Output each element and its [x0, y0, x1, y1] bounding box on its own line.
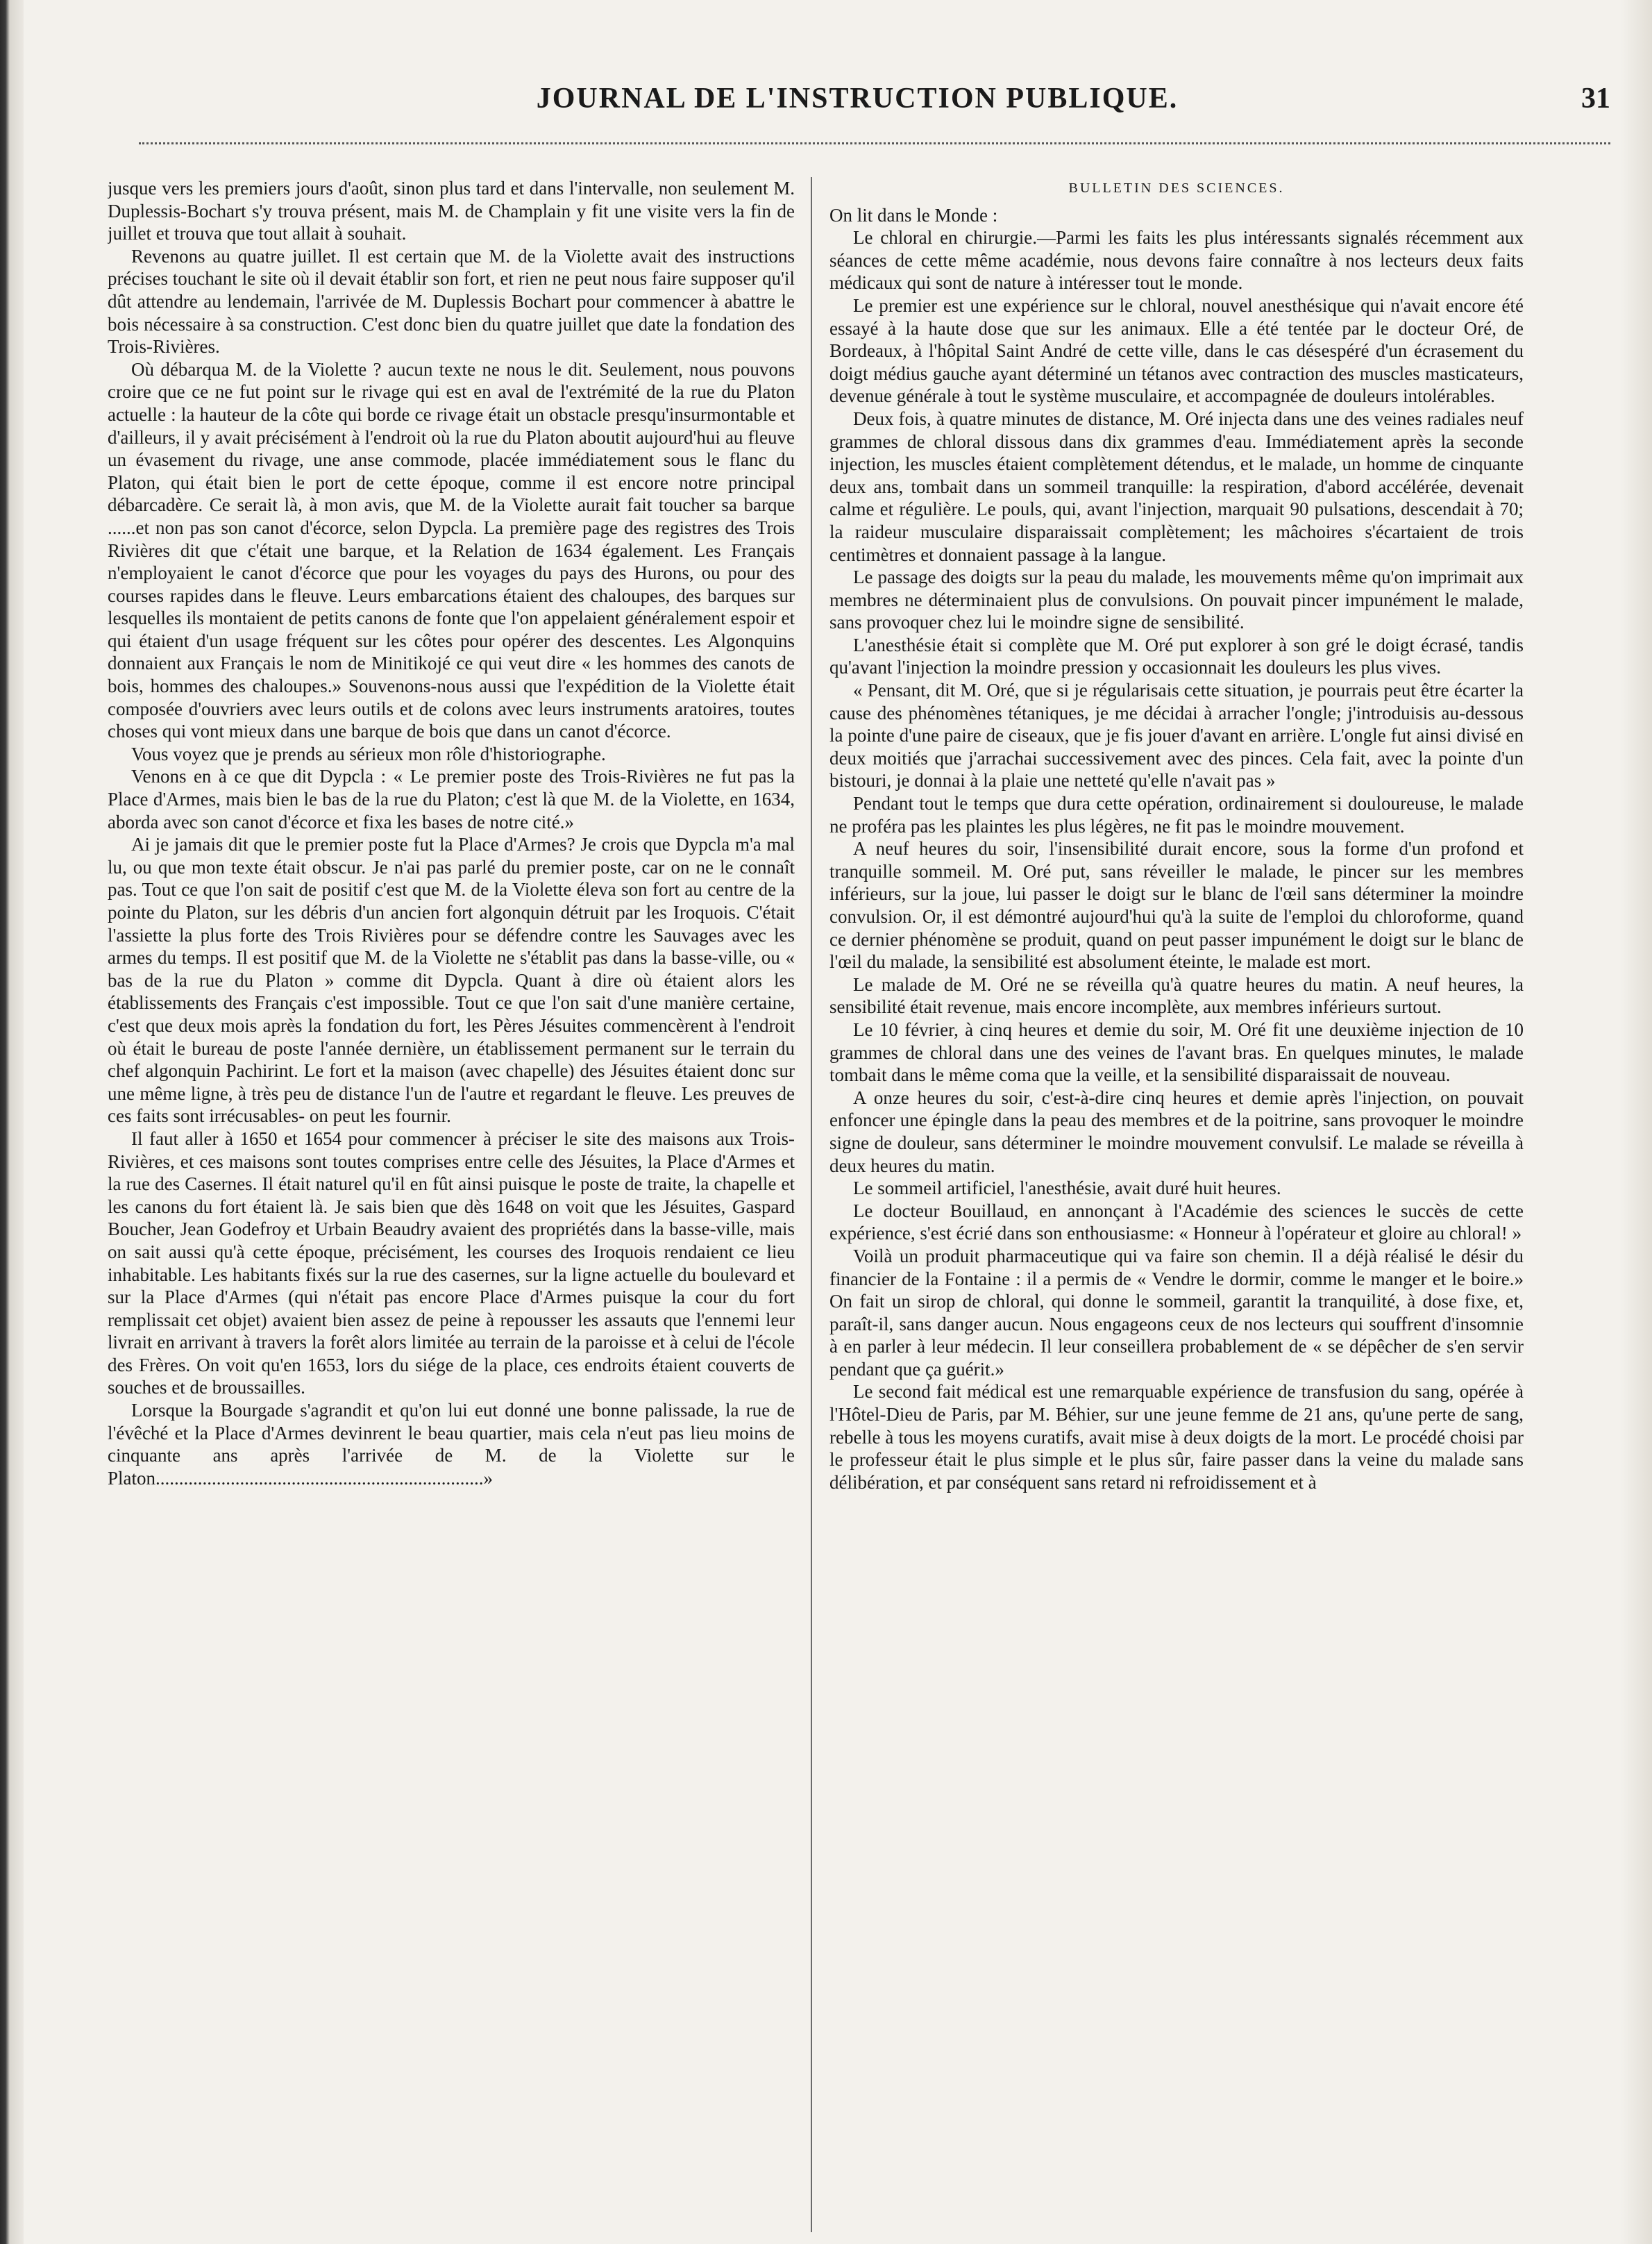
running-title: JOURNAL DE L'INSTRUCTION PUBLIQUE. [536, 83, 1179, 115]
paragraph: Le sommeil artificiel, l'anesthésie, avait duré huit heures. [853, 1178, 1281, 1199]
paragraph: L'anesthésie était si complète que M. Oré put explorer à son gré le doigt écrasé, tandis qu'avant l'injection la moindre pression y occasionnait les douleurs les plus vives. [829, 634, 1524, 678]
left-column [108, 177, 795, 2232]
header-rule [139, 142, 1610, 144]
paragraph: A neuf heures du soir, l'insensibilité durait encore, sous la forme d'un profond et tranquille sommeil. M. Oré put, sans réveiller le malade, le pincer sur les membres inférieurs, sur la joue, lui passer le doigt sur le blanc de l'œil sans déterminer la moindre convulsion. Or, il est démontré aujourd'hui qu'à la suite de l'emploi du chloroforme, quand ce dernier phénomène se produit, quand on peut passer impunément le doigt sur le blanc de l'œil du malade, la sensibilité est absolument éteinte, le malade est mort. [829, 838, 1524, 973]
paragraph: Il faut aller à 1650 et 1654 pour commencer à préciser le site des maisons aux Trois-Rivières, et ces maisons sont toutes comprises entre celle des Jésuites, la Place d'Armes et la rue des Casernes. Il était naturel qu'il en fût ainsi puisque le poste de traite, la chapelle et les canons du fort étaient là. Je sais bien que dès 1648 on voit que les Jésuites, Gaspard Boucher, Jean Godefroy et Urbain Beaudry avaient des propriétés dans la basse-ville, mais on sait aussi qu'à cette époque, précisément, les courses des Iroquois rendaient ce lieu inhabitable. Les habitants fixés sur la rue des casernes, sur la ligne actuelle du boulevard et sur la Place d'Armes (qui n'était pas encore Place d'Armes puisque la cour du fort remplissait cet objet) avaient bien assez de peine à repousser les assauts que l'ennemi leur livrait en arrivant à travers la forêt alors limitée au terrain de la paroisse et à celui de l'école des Frères. On voit qu'en 1653, lors du siége de la place, ces endroits étaient couverts de souches et de broussailles. [108, 1128, 795, 1398]
page-number: 31 [1581, 83, 1610, 115]
section-title: BULLETIN DES SCIENCES. [1068, 181, 1285, 196]
paragraph: On lit dans le Monde : [829, 204, 998, 226]
paragraph: Deux fois, à quatre minutes de distance, M. Oré injecta dans une des veines radiales neuf grammes de chloral dissous dans dix grammes d'eau. Immédiatement après la seconde injection, les muscles étaient complètement détendus, et le malade, un homme de cinquante deux ans, tombait dans un sommeil tranquille: la respiration, d'abord accélérée, devenait calme et régulière. Le pouls, qui, avant l'injection, marquait 90 pulsations, descendait à 70; la raideur musculaire disparaissait complètement; les mâchoires s'écartaient de trois centimètres et donnaient passage à la langue. [829, 408, 1524, 565]
paragraph: Ai je jamais dit que le premier poste fut la Place d'Armes? Je crois que Dypcla m'a mal lu, ou que mon texte était obscur. Je n'ai pas parlé du premier poste, car on ne le connaît pas. Tout ce que l'on sait de positif c'est que M. de la Violette éleva son fort au centre de la pointe du Platon, sur les débris d'un ancien fort algonquin détruit par les Iroquois. C'était l'assiette la plus forte des Trois Rivières pour se défendre contre les Sauvages avec les armes du temps. Il est positif que M. de la Violette ne s'établit pas dans la basse-ville, ou « bas de la rue du Platon » comme dit Dypcla. Quant à dire où étaient alors les établissements des Français c'est impossible. Tout ce que l'on sait d'une manière certaine, c'est que deux mois après la fondation du fort, les Pères Jésuites commencèrent à l'endroit où était le bureau de poste l'année dernière, un établissement permanent sur le terrain du chef algonquin Pachirint. Le fort et la maison (avec chapelle) des Jésuites étaient donc sur une même ligne, à très peu de distance l'un de l'autre et regardant le fleuve. Les preuves de ces faits sont irrécusables- on peut les fournir. [108, 834, 795, 1127]
paragraph: Lorsque la Bourgade s'agrandit et qu'on lui eut donné une bonne palissade, la rue de l'évêché et la Place d'Armes devinrent le beau quartier, mais cela n'eut pas lieu moins de cinquante ans après l'arrivée de M. de la Violette sur le Platon......................................................................» [108, 1400, 795, 1489]
paragraph: Pendant tout le temps que dura cette opération, ordinairement si douloureuse, le malade ne proféra pas les plaintes les plus légères, ne fit pas le moindre mouvement. [829, 793, 1524, 837]
paragraph: Le 10 février, à cinq heures et demie du soir, M. Oré fit une deuxième injection de 10 grammes de chloral dans une des veines de l'avant bras. En quelques minutes, le malade tombait dans le même coma que la veille, et la sensibilité disparaissait de nouveau. [829, 1019, 1524, 1086]
paragraph: A onze heures du soir, c'est-à-dire cinq heures et demie après l'injection, on pouvait enfoncer une épingle dans la peau des membres et de la poitrine, sans provoquer le moindre signe de douleur, sans déterminer le moindre mouvement convulsif. Le malade se réveilla à deux heures du matin. [829, 1087, 1524, 1176]
paragraph: Vous voyez que je prends au sérieux mon rôle d'historiographe. [131, 743, 606, 764]
page-edge-shadow [1621, 0, 1652, 2244]
paragraph: Le second fait médical est une remarquable expérience de transfusion du sang, opérée à l'Hôtel-Dieu de Paris, par M. Béhier, sur une jeune femme de 21 ans, qu'une perte de sang, rebelle à tous les moyens curatifs, avait mise à deux doigts de la mort. Le procédé choisi par le professeur était le plus simple et le plus sûr, faire passer dans la veine du malade sans délibération, et par conséquent sans retard ni refroidissement et à [829, 1381, 1524, 1493]
paragraph: Le premier est une expérience sur le chloral, nouvel anesthésique qui n'avait encore été essayé à la haute dose que sur les animaux. Elle a été tentée par le docteur Oré, de Bordeaux, à l'hôpital Saint André de cette ville, dans le cas désespéré d'un écrasement du doigt médius gauche ayant déterminé un tétanos avec contraction des muscles masticateurs, devenue générale à tout le système musculaire, et accompagnée de douleurs intolérables. [829, 294, 1524, 407]
paragraph: Le malade de M. Oré ne se réveilla qu'à quatre heures du matin. A neuf heures, la sensibilité était revenue, mais encore incomplète, aux membres inférieurs surtout. [829, 973, 1524, 1018]
paragraph: Où débarqua M. de la Violette ? aucun texte ne nous le dit. Seulement, nous pouvons croire que ce ne fut point sur le rivage qui est en aval de l'extrémité de la rue du Platon actuelle : la hauteur de la côte qui borde ce rivage était un obstacle presqu'insurmontable et d'ailleurs, il y avait précisément à l'endroit où la rue du Platon aboutit aujourd'hui au fleuve un évasement du rivage, une anse commode, placée immédiatement sous le flanc du Platon, qui était bien le port de cette époque, comme il est encore notre principal débarcadère. Ce serait là, à mon avis, que M. de la Violette aurait fait toucher sa barque ......et non pas son canot d'écorce, selon Dypcla. La première page des registres des Trois Rivières dit que c'était une barque, et la Relation de 1634 également. Les Français n'employaient le canot d'écorce que pour les voyages du pays des Hurons, ou pour des courses rapides dans le fleuve. Leurs embarcations étaient des chaloupes, des barques sur lesquelles ils montaient de petits canons de fonte que l'on appelaient généralement espoir et qui étaient d'un usage fréquent sur les côtes pour opérer des descentes. Les Algonquins donnaient aux Français le nom de Minitikojé ce qui veut dire « les hommes des canots de bois, hommes des chaloupes.» Souvenons-nous aussi que l'expédition de la Violette était composée d'ouvriers avec leurs outils et de colons avec leurs instruments aratoires, toutes choses qui vont mieux dans une barque de bois que dans un canot d'écorce. [108, 358, 795, 742]
book-binding-edge [0, 0, 24, 2244]
paragraph: Le passage des doigts sur la peau du malade, les mouvements même qu'on imprimait aux membres ne déterminaient plus de convulsions. On pouvait pincer impunément le malade, sans provoquer chez lui le moindre signe de sensibilité. [829, 567, 1524, 633]
paragraph: jusque vers les premiers jours d'août, sinon plus tard et dans l'intervalle, non seulement M. Duplessis-Bochart s'y trouva présent, mais M. de Champlain y fit une visite vers la fin de juillet et trouva que tout allait à souhait. [108, 178, 795, 244]
paragraph: Le docteur Bouillaud, en annonçant à l'Académie des sciences le succès de cette expérience, s'est écrié dans son enthousiasme: « Honneur à l'opérateur et gloire au chloral! » [829, 1200, 1524, 1244]
right-column [829, 177, 1524, 2232]
paragraph: Venons en à ce que dit Dypcla : « Le premier poste des Trois-Rivières ne fut pas la Place d'Armes, mais bien le bas de la rue du Platon; c'est là que M. de la Violette, en 1634, aborda avec son canot d'écorce et fixa les bases de notre cité.» [108, 766, 795, 832]
paragraph: Le chloral en chirurgie.—Parmi les faits les plus intéressants signalés récemment aux séances de cette même académie, nous devons faire connaître à nos lecteurs deux faits médicaux qui sont de nature à intéresser tout le monde. [829, 227, 1524, 294]
page-header [104, 82, 1610, 137]
paragraph: Voilà un produit pharmaceutique qui va faire son chemin. Il a déjà réalisé le désir du financier de la Fontaine : il a permis de « Vendre le dormir, comme le manger et le boire.» On fait un sirop de chloral, qui donne le sommeil, garantit la tranquilité, à dose fixe, et, paraît-il, sans danger aucun. Nous engageons ceux de nos lecteurs qui souffrent d'insomnie à en parler à leur médecin. Il leur conseillera probablement de « se dépêcher de s'en servir pendant que ça guérit.» [829, 1245, 1524, 1380]
column-divider [811, 177, 812, 2232]
paragraph: « Pensant, dit M. Oré, que si je régularisais cette situation, je pourrais peut être écarter la cause des phénomènes tétaniques, je me décidai à arracher l'ongle; j'introduisis au-dessous la pointe d'une paire de ciseaux, que je fis jouer d'avant en arrière. L'ongle fut ainsi divisé en deux moitiés que j'arrachai successivement avec des pinces. Cela fait, avec la pointe d'un bistouri, je donnai à la plaie une netteté qu'elle n'avait pas » [829, 680, 1524, 792]
paragraph: Revenons au quatre juillet. Il est certain que M. de la Violette avait des instructions précises touchant le site où il devait établir son fort, et rien ne peut nous faire supposer qu'il dût attendre au lendemain, l'arrivée de M. Duplessis Bochart pour commencer à abattre le bois nécessaire à sa construction. C'est donc bien du quatre juillet que date la fondation des Trois-Rivières. [108, 245, 795, 358]
